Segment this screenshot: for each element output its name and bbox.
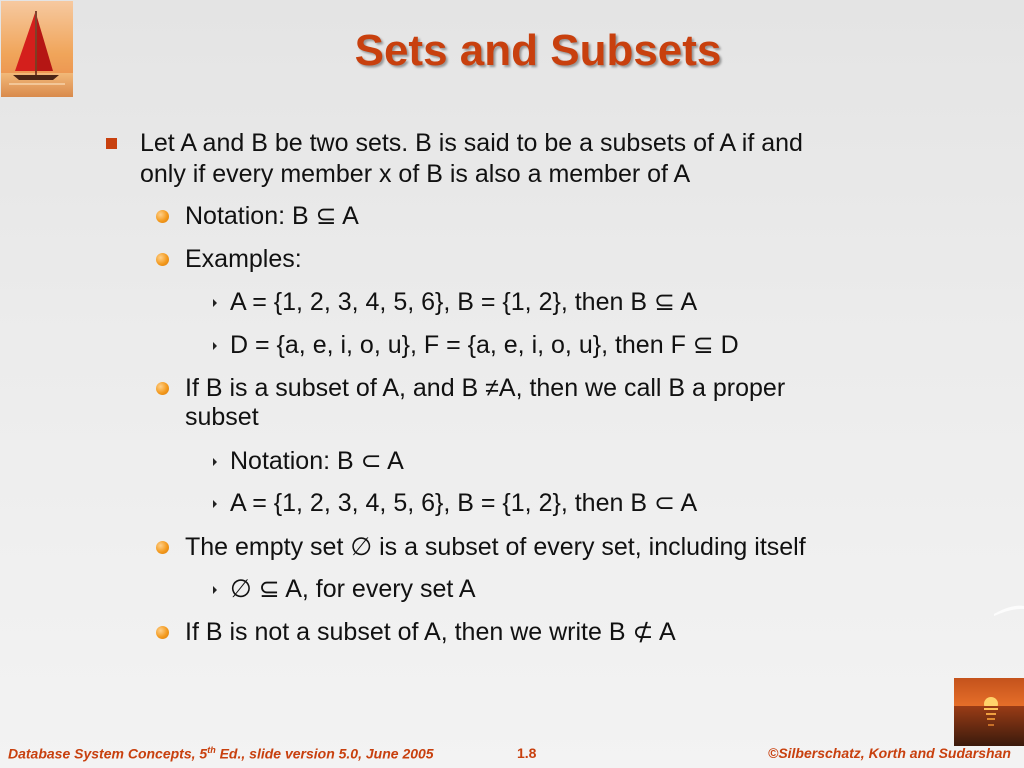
bullet-line: Notation: B ⊆ A [185,202,359,230]
triangle-bullet-icon [210,339,220,353]
triangle-bullet-icon [210,455,220,469]
triangle-bullet-icon [210,583,220,597]
footer-edition: Ed., slide version 5.0, June 2005 [215,745,434,762]
bullet-line: ∅ ⊆ A, for every set A [230,575,476,603]
circle-bullet-icon [156,626,169,639]
page-number: 1.8 [517,745,537,761]
bullet-line: A = {1, 2, 3, 4, 5, 6}, B = {1, 2}, then B ⊆ A [230,288,698,316]
bullet-line: D = {a, e, i, o, u}, F = {a, e, i, o, u}, then F ⊆ D [230,331,739,359]
triangle-bullet-icon [210,296,220,310]
bullet-line: Notation: B ⊂ A [230,447,404,475]
circle-bullet-icon [156,541,169,554]
bullet-line: subset [185,403,259,431]
square-bullet-icon [106,138,117,149]
triangle-bullet-icon [210,497,220,511]
circle-bullet-icon [156,382,169,395]
bullet-line: only if every member x of B is also a member of A [140,160,691,188]
circle-bullet-icon [156,253,169,266]
bullet-line: A = {1, 2, 3, 4, 5, 6}, B = {1, 2}, then B ⊂ A [230,489,698,517]
slide-title: Sets and Subsets [354,26,722,75]
footer-copyright: ©Silberschatz, Korth and Sudarshan [768,745,1011,761]
bullet-line: Examples: [185,245,302,273]
bullet-line: If B is a subset of A, and B ≠A, then we call B a proper [185,374,786,402]
circle-bullet-icon [156,210,169,223]
bullet-line: If B is not a subset of A, then we write B ⊄ A [185,618,676,646]
bullet-line: Let A and B be two sets. B is said to be a subsets of A if and [140,129,803,157]
footer-title: Database System Concepts, 5 [8,745,208,762]
footer-superscript: th [207,745,216,755]
bullet-line: The empty set ∅ is a subset of every set, including itself [185,533,806,561]
footer-course-info [8,745,434,762]
